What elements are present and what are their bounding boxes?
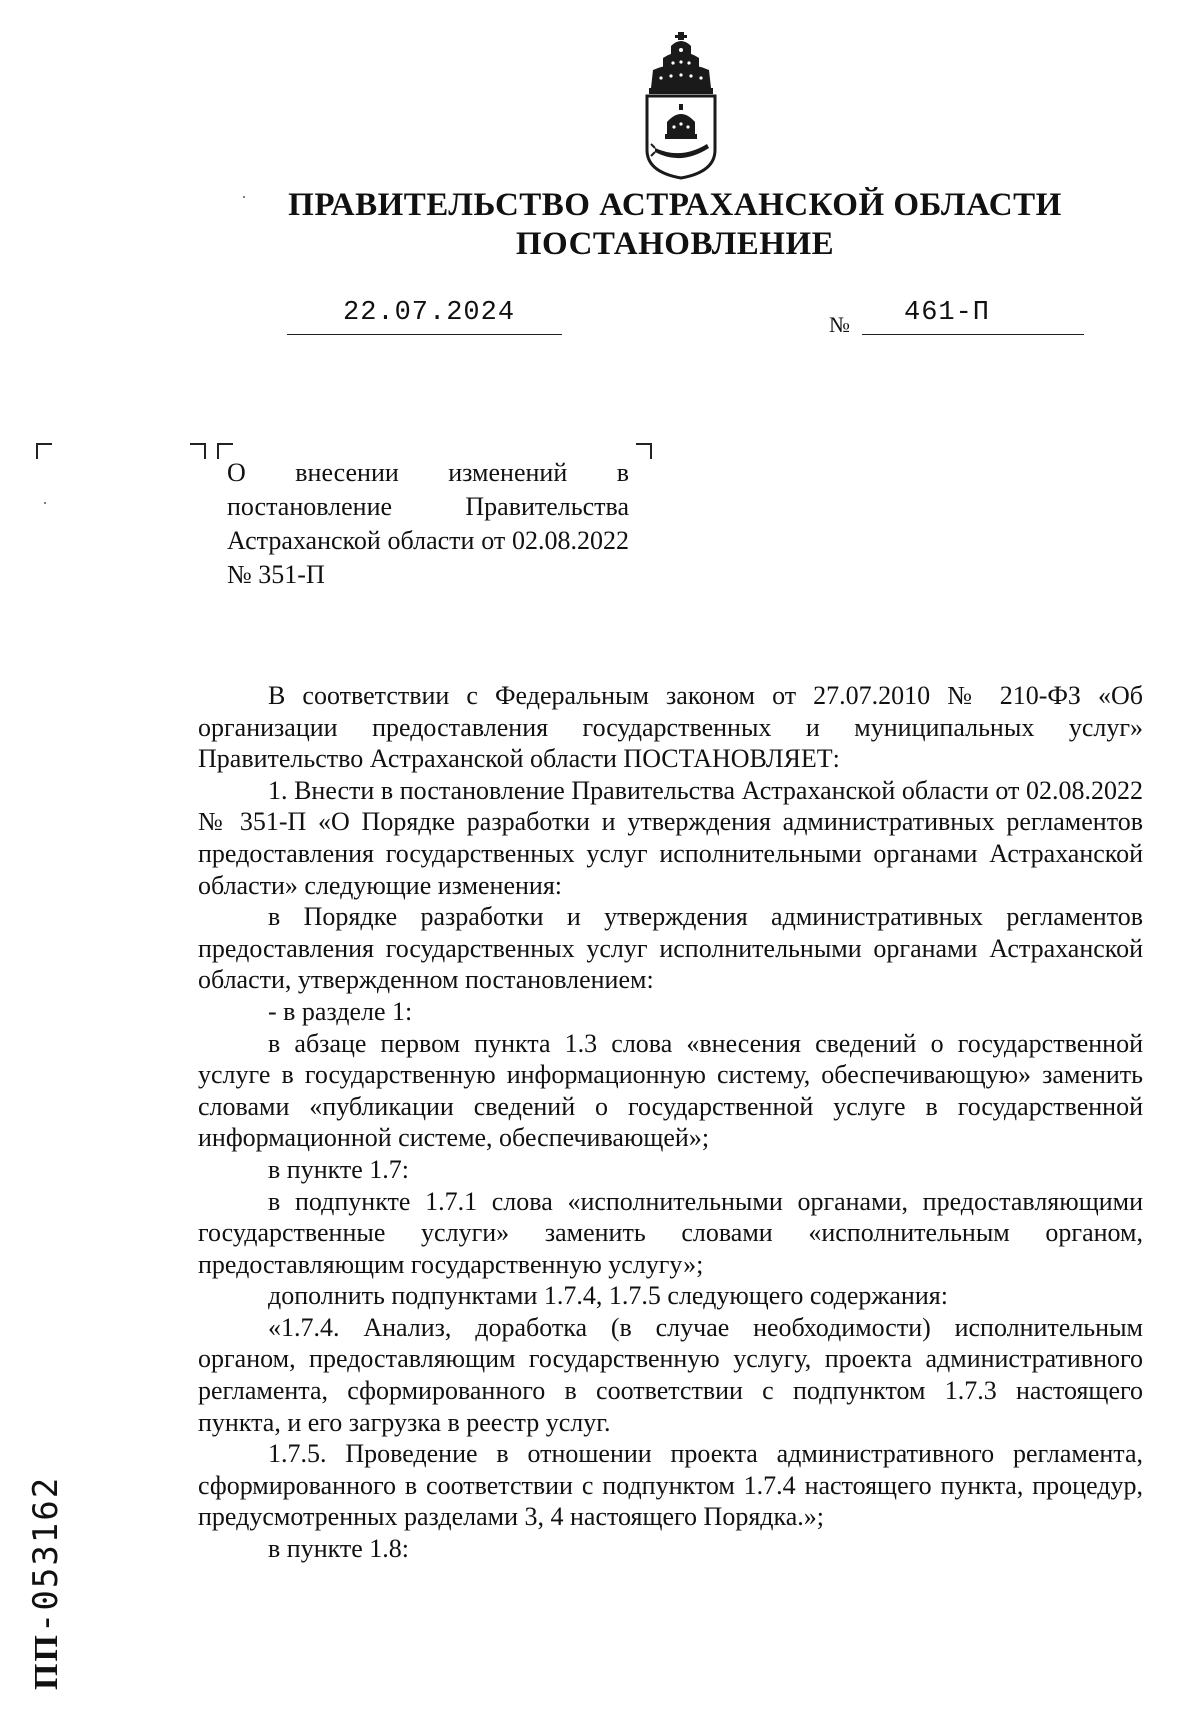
corner-bracket-right [636,443,652,459]
scan-speck [243,196,245,198]
form-serial-series: ПП [28,1633,65,1690]
form-serial-number: 053162 [26,1475,66,1611]
body-paragraph: в абзаце первом пункта 1.3 слова «внесения сведений о государственной услуге в государственную информационную систему, обеспечивающую» заменить словами «публикации сведений о государственной услуге в государственной информационной системе, обеспечивающей»; [198,1028,1143,1153]
body-paragraph: в Порядке разработки и утверждения административных регламентов предоставления государственных услуг исполнительными органами Астраханской области, утвержденном постановлением: [198,902,1143,995]
document-type-title: ПОСТАНОВЛЕНИЕ [515,226,835,262]
coat-of-arms-icon [641,32,721,180]
form-serial-separator: - [26,1610,66,1634]
body-paragraph: в подпункте 1.7.1 слова «исполнительными органами, предоставляющими государственные услуги» заменить словами «исполнительным органом, предоставляющим государственную услугу»; [198,1186,1143,1279]
body-paragraph: в пункте 1.7: [268,1154,410,1184]
body-paragraph: «1.7.4. Анализ, доработка (в случае необходимости) исполнительным органом, предоставляющим государственную услугу, проекта административного регламента, сформированного в соответствии с подпунктом 1.7.3 настоящего пункта, и его загрузка в реестр услуг. [198,1312,1143,1437]
scan-speck [44,502,46,504]
document-subject: О внесении изменений в постановление Правительства Астраханской области от 02.08.2022 № 351-П [227,458,629,589]
document-date: 22.07.2024 [343,298,516,328]
body-paragraph: в пункте 1.8: [268,1534,410,1564]
form-serial-stamp [26,1476,66,1690]
date-line [287,298,562,335]
body-paragraph: 1.7.5. Проведение в отношении проекта административного регламента, сформированного в соответствии с подпунктом 1.7.4 настоящего пункта, процедур, предусмотренных разделами 3, 4 настоящего Порядка.»; [198,1439,1143,1532]
government-title: ПРАВИТЕЛЬСТВО АСТРАХАНСКОЙ ОБЛАСТИ [288,187,1062,223]
corner-bracket-mid-right [190,443,206,459]
number-sign: № [829,312,850,337]
body-paragraph: - в разделе 1: [268,996,413,1026]
document-body [198,680,1143,1565]
body-paragraph: 1. Внести в постановление Правительства Астраханской области от 02.08.2022 № 351-П «О Порядке разработки и утверждения административных регламентов предоставления государственных услуг исполнительными органами Астраханской области» следующие изменения: [198,775,1143,900]
corner-bracket-left [36,443,52,459]
number-line [862,298,1084,335]
body-paragraph: В соответствии с Федеральным законом от 27.07.2010 № 210-ФЗ «Об организации предоставления государственных и муниципальных услуг» Правительство Астраханской области ПОСТАНОВЛЯЕТ: [198,681,1143,774]
body-paragraph: дополнить подпунктами 1.7.4, 1.7.5 следующего содержания: [268,1281,948,1311]
document-number: 461-П [904,298,991,328]
